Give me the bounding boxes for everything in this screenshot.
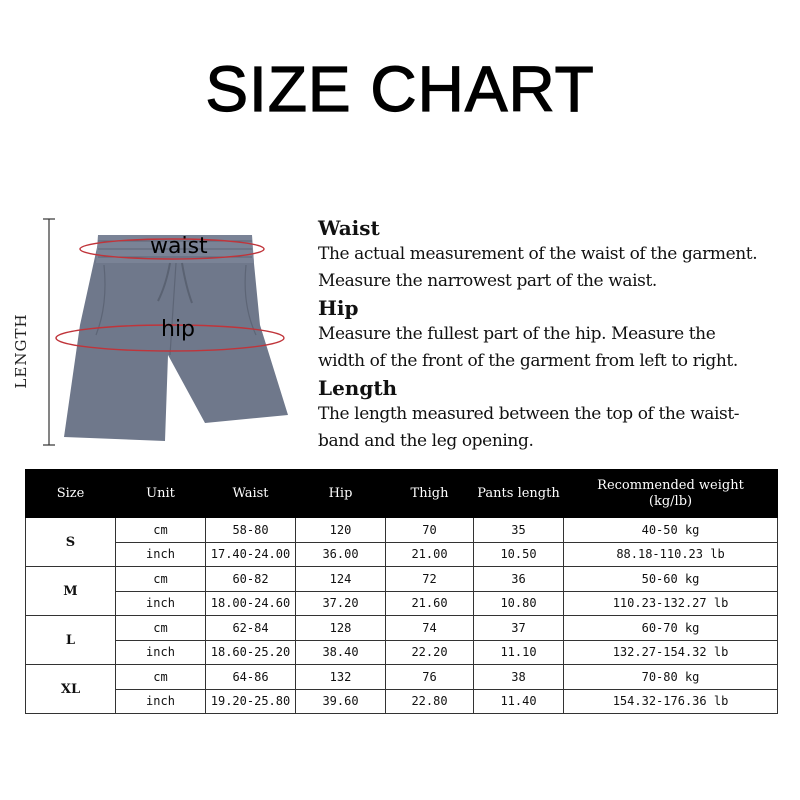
weight-cell: 154.32-176.36 lb bbox=[564, 689, 778, 714]
weight-cell: 60-70 kg bbox=[564, 616, 778, 641]
table-row bbox=[26, 616, 778, 641]
unit-cell: cm bbox=[116, 665, 206, 690]
waist-cell: 62-84 bbox=[206, 616, 296, 641]
header-pants-length: Pants length bbox=[474, 470, 564, 518]
unit-cell: cm bbox=[116, 567, 206, 592]
length-cell: 38 bbox=[474, 665, 564, 690]
length-heading: Length bbox=[318, 376, 398, 400]
table-row bbox=[26, 542, 778, 567]
weight-cell: 88.18-110.23 lb bbox=[564, 542, 778, 567]
weight-cell: 110.23-132.27 lb bbox=[564, 591, 778, 616]
length-cell: 11.10 bbox=[474, 640, 564, 665]
thigh-cell: 22.20 bbox=[386, 640, 474, 665]
thigh-cell: 21.60 bbox=[386, 591, 474, 616]
waist-cell: 58-80 bbox=[206, 518, 296, 543]
waist-desc-line1: The actual measurement of the waist of the garment. bbox=[318, 244, 758, 264]
header-rec-line2: (kg/lb) bbox=[648, 493, 693, 509]
measurement-descriptions bbox=[318, 215, 788, 455]
size-cell: S bbox=[26, 518, 116, 567]
table-header-row bbox=[26, 470, 778, 518]
hip-cell: 37.20 bbox=[296, 591, 386, 616]
hip-cell: 36.00 bbox=[296, 542, 386, 567]
header-waist: Waist bbox=[206, 470, 296, 518]
waist-desc-line2: Measure the narrowest part of the waist. bbox=[318, 271, 657, 291]
hip-desc-line2: width of the front of the garment from left to right. bbox=[318, 351, 738, 371]
unit-cell: inch bbox=[116, 640, 206, 665]
table-row bbox=[26, 640, 778, 665]
header-hip: Hip bbox=[296, 470, 386, 518]
table-row bbox=[26, 567, 778, 592]
size-cell: L bbox=[26, 616, 116, 665]
weight-cell: 50-60 kg bbox=[564, 567, 778, 592]
thigh-cell: 74 bbox=[386, 616, 474, 641]
waist-tag: waist bbox=[150, 234, 208, 259]
weight-cell: 132.27-154.32 lb bbox=[564, 640, 778, 665]
size-table bbox=[25, 469, 778, 714]
header-rec-line1: Recommended weight bbox=[597, 477, 744, 493]
hip-cell: 120 bbox=[296, 518, 386, 543]
waist-heading: Waist bbox=[318, 216, 380, 240]
page-title: SIZE CHART bbox=[205, 53, 595, 125]
unit-cell: cm bbox=[116, 518, 206, 543]
weight-cell: 70-80 kg bbox=[564, 665, 778, 690]
hip-cell: 39.60 bbox=[296, 689, 386, 714]
length-cell: 36 bbox=[474, 567, 564, 592]
unit-cell: cm bbox=[116, 616, 206, 641]
weight-cell: 40-50 kg bbox=[564, 518, 778, 543]
waist-cell: 19.20-25.80 bbox=[206, 689, 296, 714]
thigh-cell: 21.00 bbox=[386, 542, 474, 567]
length-cell: 10.80 bbox=[474, 591, 564, 616]
length-cell: 10.50 bbox=[474, 542, 564, 567]
thigh-cell: 76 bbox=[386, 665, 474, 690]
waist-cell: 18.00-24.60 bbox=[206, 591, 296, 616]
waist-cell: 18.60-25.20 bbox=[206, 640, 296, 665]
hip-tag: hip bbox=[161, 317, 196, 342]
table-row bbox=[26, 665, 778, 690]
header-thigh: Thigh bbox=[386, 470, 474, 518]
hip-cell: 124 bbox=[296, 567, 386, 592]
waist-cell: 60-82 bbox=[206, 567, 296, 592]
thigh-cell: 70 bbox=[386, 518, 474, 543]
length-desc-line1: The length measured between the top of the waist- bbox=[318, 404, 740, 424]
table-row bbox=[26, 591, 778, 616]
header-size: Size bbox=[26, 470, 116, 518]
length-cell: 35 bbox=[474, 518, 564, 543]
size-cell: M bbox=[26, 567, 116, 616]
unit-cell: inch bbox=[116, 689, 206, 714]
waist-cell: 64-86 bbox=[206, 665, 296, 690]
hip-heading: Hip bbox=[318, 296, 359, 320]
unit-cell: inch bbox=[116, 591, 206, 616]
hip-cell: 38.40 bbox=[296, 640, 386, 665]
waist-cell: 17.40-24.00 bbox=[206, 542, 296, 567]
length-desc-line2: band and the leg opening. bbox=[318, 431, 534, 451]
table-row bbox=[26, 689, 778, 714]
length-cell: 37 bbox=[474, 616, 564, 641]
thigh-cell: 22.80 bbox=[386, 689, 474, 714]
table-row bbox=[26, 518, 778, 543]
length-cell: 11.40 bbox=[474, 689, 564, 714]
header-unit: Unit bbox=[116, 470, 206, 518]
hip-desc-line1: Measure the fullest part of the hip. Measure the bbox=[318, 324, 716, 344]
thigh-cell: 72 bbox=[386, 567, 474, 592]
header-recommended-weight bbox=[564, 470, 778, 518]
size-cell: XL bbox=[26, 665, 116, 714]
hip-cell: 128 bbox=[296, 616, 386, 641]
length-label: LENGTH bbox=[12, 313, 30, 389]
unit-cell: inch bbox=[116, 542, 206, 567]
hip-cell: 132 bbox=[296, 665, 386, 690]
